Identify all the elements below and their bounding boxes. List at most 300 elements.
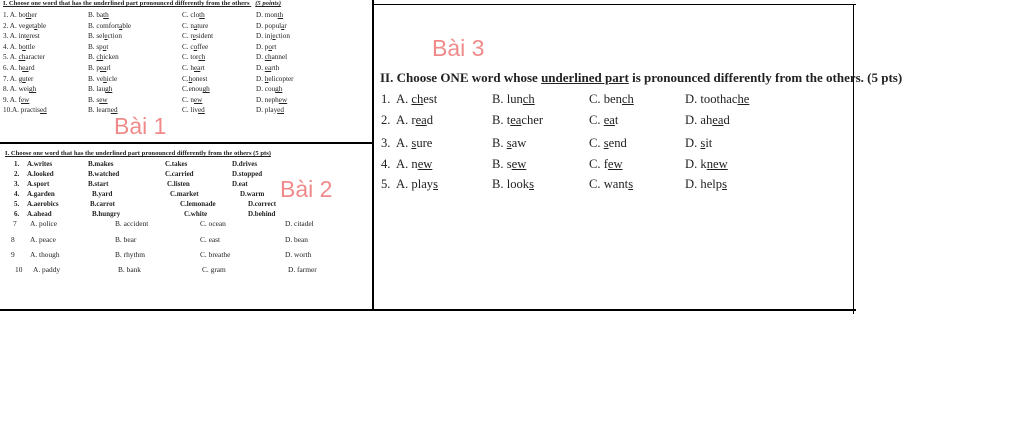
option-c (182, 21, 208, 32)
exercise-3-heading-pre: II. Choose ONE word whose (380, 70, 542, 85)
option-a: A. police (30, 219, 58, 228)
underlined-part: o (22, 42, 26, 51)
question-number: 10.A. (3, 106, 21, 115)
word-part: b (18, 42, 23, 51)
option-c (589, 92, 634, 107)
option-c-word (182, 11, 205, 19)
underlined-part: ea (99, 64, 107, 72)
question-row (0, 113, 850, 135)
option-a (3, 10, 37, 21)
option-c-word (589, 113, 618, 127)
option-b (88, 31, 122, 42)
word-part: rt (271, 42, 277, 51)
option-a: A. peace (30, 235, 56, 244)
underlined-part: o (268, 42, 272, 51)
option-a-word (19, 75, 34, 83)
option-b-word (88, 64, 111, 72)
word-part: C. tor (182, 53, 199, 62)
question-number: 1. A. (3, 11, 19, 19)
word-part: aw (511, 136, 527, 150)
word-part: sident (195, 32, 214, 41)
underlined-part: ea (712, 113, 724, 127)
underlined-part: ea (264, 64, 272, 72)
option-c-word (182, 64, 205, 72)
option-b-word (88, 53, 119, 61)
underlined-part: e (26, 32, 30, 41)
underlined-part: ed (197, 106, 205, 115)
word-part: C. f (589, 157, 608, 171)
word-part: ction (275, 32, 290, 41)
option-a: A.sport (27, 180, 50, 188)
question-number: 2. (381, 113, 391, 127)
underlined-part: a (193, 21, 198, 30)
underlined-part: s (433, 177, 438, 191)
option-c: C.listen (167, 180, 190, 188)
word-part: D. (685, 136, 701, 150)
word-part: D. p (256, 42, 269, 51)
option-a (3, 31, 40, 42)
option-a-word (396, 136, 432, 150)
option-d: D. farmer (288, 265, 317, 274)
question-row (0, 92, 850, 114)
underlined-part: gh (28, 85, 37, 94)
word-part: est (423, 92, 438, 106)
option-c-word (182, 43, 208, 51)
underlined-part: ch (96, 53, 104, 62)
underlined-part: gh (105, 85, 113, 94)
underlined-part: ew (193, 95, 203, 104)
option-b: B. bank (118, 265, 141, 274)
word-part: elicopter (268, 74, 294, 83)
word-part: B. look (492, 177, 530, 191)
word-part: D. neph (256, 95, 279, 104)
option-b-word (88, 11, 109, 19)
question-number: 8. A. (3, 85, 19, 94)
underlined-part: th (25, 11, 32, 19)
question-number: 7. A. (3, 74, 19, 83)
option-a-word (19, 32, 40, 40)
option-d: D. citadel (285, 219, 314, 228)
question-number: 5. (14, 200, 20, 208)
word-part: D. cou (256, 85, 276, 94)
word-part: t (106, 42, 109, 51)
underlined-part: ea (415, 113, 427, 127)
option-c: C. gram (202, 265, 226, 274)
option-d: D. worth (285, 250, 312, 259)
underlined-part: ch (621, 92, 634, 106)
option-b (492, 136, 526, 151)
option-c: C.lemonade (180, 200, 216, 208)
question-number: 6. (14, 210, 20, 218)
option-d-word (256, 64, 279, 72)
underlined-part: ch (264, 53, 272, 62)
exercise-3-heading-post: is pronounced differently from the others. (5 pts) (628, 70, 903, 85)
option-d-word (685, 113, 730, 127)
word-part: C. want (589, 177, 629, 191)
option-b: B.carrot (90, 200, 115, 208)
word-part: B. lun (492, 92, 523, 106)
underlined-part: th (103, 11, 109, 19)
word-part: A. (396, 136, 412, 150)
option-c: C. east (200, 235, 221, 244)
word-part: B. sp (88, 42, 103, 51)
word-part: int (18, 32, 27, 41)
word-part: B. sel (88, 32, 105, 41)
word-part: C. h (182, 64, 194, 72)
option-b: B.yard (92, 190, 113, 198)
option-b: B.makes (88, 160, 114, 168)
option-a (396, 157, 432, 172)
option-d-word (685, 177, 727, 191)
underlined-part: s (506, 136, 512, 150)
word-part: er (31, 11, 37, 19)
word-part: rest (29, 32, 40, 41)
question-number: 7 (13, 219, 17, 228)
option-d-word (685, 136, 712, 150)
option-d (256, 52, 287, 63)
word-part: icken (103, 53, 119, 62)
exercise-3-heading (380, 70, 902, 86)
word-part: wei (18, 85, 29, 94)
option-b-word (492, 113, 543, 127)
option-a (3, 74, 33, 85)
option-d-word (685, 157, 728, 171)
word-part: B. s (492, 157, 512, 171)
word-part: C. n (182, 95, 194, 104)
underlined-part: ew (417, 157, 433, 171)
option-a-word (396, 113, 433, 127)
word-part: D. (256, 74, 265, 83)
underlined-part: h (188, 74, 193, 83)
option-b (492, 113, 543, 128)
question-number: 4. (381, 157, 391, 171)
option-a (396, 113, 433, 128)
question-number: 6. A. (3, 64, 19, 72)
option-c (589, 157, 623, 172)
underlined-part: s (628, 177, 634, 191)
question-number: 4. A. (3, 42, 19, 51)
underlined-part: h (103, 74, 107, 83)
option-d: D.correct (248, 200, 277, 208)
option-d (685, 92, 749, 107)
option-a-word (19, 53, 45, 61)
word-part: C. (589, 136, 604, 150)
word-part: bo (18, 11, 26, 19)
word-part: it (705, 136, 713, 150)
option-a-word (19, 11, 37, 19)
option-c (182, 74, 207, 85)
question-number: 3. (14, 180, 20, 188)
option-d: D.warm (240, 190, 265, 198)
question-number: 9 (11, 250, 15, 259)
option-c-word (182, 22, 208, 30)
underlined-part: ea (22, 64, 29, 72)
exercise-3-heading-underlined: underlined part (541, 70, 629, 85)
frame-bottom (0, 309, 856, 311)
word-part: veget (18, 21, 35, 30)
option-b-word (88, 32, 122, 40)
word-part: D. (256, 64, 265, 72)
word-part: C. liv (182, 106, 198, 115)
word-part: D. help (685, 177, 723, 191)
question-number: 3. A. (3, 32, 19, 41)
option-d-word (256, 11, 283, 19)
word-part: ffee (197, 42, 209, 51)
word-part: rl (106, 64, 111, 72)
frame-right (853, 4, 854, 314)
underlined-part: ea (510, 113, 522, 127)
option-d: D. bean (285, 235, 308, 244)
option-a-word (396, 92, 437, 106)
option-c (589, 113, 618, 128)
underlined-part: ea (193, 64, 201, 72)
underlined-part: a (34, 21, 38, 30)
word-part: cher (521, 113, 544, 127)
option-d-word (256, 32, 290, 40)
option-b (88, 74, 117, 85)
option-d (256, 42, 276, 53)
option-c (182, 52, 205, 63)
underlined-part: s (603, 136, 609, 150)
underlined-part: ew (20, 95, 30, 104)
word-part: C. c (182, 42, 194, 51)
underlined-part: s (722, 177, 727, 191)
option-a-word (19, 64, 35, 72)
word-part: A. r (396, 113, 416, 127)
question-row (0, 52, 370, 63)
question-row (0, 63, 370, 74)
option-d-word (256, 43, 276, 51)
word-part: C. ben (589, 92, 622, 106)
word-part: ure (416, 136, 433, 150)
question-number: 5. A. (3, 53, 19, 62)
frame-top-right (372, 4, 856, 5)
option-a-word (19, 22, 47, 30)
exercise-1-points: (5 points) (255, 0, 282, 7)
word-part: B. ve (88, 74, 104, 83)
question-row (0, 74, 370, 85)
option-d (685, 113, 730, 128)
option-b: B. bear (115, 235, 137, 244)
option-b: B. rhythm (115, 250, 145, 259)
option-a-word (19, 43, 35, 51)
question-row (0, 136, 850, 158)
option-d (256, 63, 279, 74)
exercise-1-heading (3, 0, 281, 7)
option-c-word (182, 53, 205, 61)
exercise-1-label: Bài 1 (114, 113, 167, 139)
word-part: ter (25, 74, 34, 83)
word-part: t (614, 113, 619, 127)
option-c (182, 10, 205, 21)
option-a: A.ahead (27, 210, 52, 218)
underlined-part: e (192, 32, 196, 41)
word-part: end (608, 136, 627, 150)
option-d-word (256, 75, 294, 83)
question-number: 5. (381, 177, 391, 191)
question-row (0, 21, 370, 32)
underlined-part: new (706, 157, 728, 171)
question-row (0, 265, 370, 279)
option-b: B.start (88, 180, 109, 188)
word-part: rt (200, 64, 205, 72)
question-number: 10 (15, 265, 23, 274)
option-d (685, 136, 712, 151)
question-row (0, 10, 370, 21)
option-b (492, 177, 534, 192)
question-row (0, 42, 370, 53)
option-c-word (182, 75, 207, 83)
option-a: A. paddy (33, 265, 61, 274)
option-b (492, 157, 526, 172)
word-part: C. (182, 74, 189, 83)
word-part: B. ba (88, 11, 104, 19)
underlined-part: ch (411, 92, 424, 106)
word-part: ble (37, 21, 47, 30)
word-part: B. comfort (88, 21, 120, 30)
underlined-part: ed (110, 106, 118, 115)
word-part: C. (589, 113, 604, 127)
word-part: C.enou (182, 85, 203, 94)
option-c-word (589, 136, 627, 150)
word-part: B. learn (88, 106, 111, 115)
question-number: 3. (381, 136, 391, 150)
question-row (0, 177, 850, 199)
option-d (685, 157, 728, 172)
underlined-part: h (264, 74, 269, 83)
underlined-part: he (737, 92, 750, 106)
word-part: C. r (182, 32, 193, 41)
option-c: C.market (170, 190, 199, 198)
underlined-part: o (102, 42, 107, 51)
option-b (88, 10, 109, 21)
underlined-part: ew (511, 157, 527, 171)
option-d-word (256, 53, 287, 61)
question-row (0, 31, 370, 42)
word-part: B. (492, 136, 507, 150)
option-c: C.white (184, 210, 208, 218)
option-a-word (396, 177, 438, 191)
option-b: B.hungry (92, 210, 121, 218)
question-number: 2. A. (3, 21, 19, 30)
word-part: A. n (396, 157, 418, 171)
underlined-part: ch (198, 53, 206, 62)
underlined-part: s (529, 177, 534, 191)
underlined-part: gh (202, 85, 210, 94)
underlined-part: ew (278, 95, 288, 104)
word-part: practis (20, 106, 40, 115)
underlined-part: o (193, 42, 198, 51)
question-row (0, 250, 370, 264)
question-row (0, 219, 370, 233)
word-part: h (18, 64, 23, 72)
underlined-part: ew (607, 157, 623, 171)
question-number: 1. (381, 92, 391, 106)
option-c: C. ocean (200, 219, 226, 228)
word-part: D. inj (256, 32, 273, 41)
underlined-part: u (22, 74, 26, 83)
option-a (396, 177, 438, 192)
option-a (3, 21, 46, 32)
underlined-part: e (272, 32, 276, 41)
exercise-3-label: Bài 3 (432, 35, 485, 61)
question-row (0, 157, 850, 179)
underlined-part: ew (99, 95, 108, 104)
underlined-part: a (281, 21, 285, 30)
option-b (88, 21, 131, 32)
word-part: D. k (685, 157, 707, 171)
underlined-part: th (277, 11, 284, 19)
option-a: A.garden (27, 190, 55, 198)
word-part: B. (88, 53, 97, 62)
option-d-word (685, 92, 749, 106)
word-part: B. lau (88, 85, 106, 94)
question-number: 1. (14, 160, 20, 168)
word-part: D. mon (256, 11, 278, 19)
word-part: B. t (492, 113, 511, 127)
question-number: 4. (14, 190, 20, 198)
word-part: D. toothac (685, 92, 738, 106)
option-b (492, 92, 535, 107)
underlined-part: s (700, 136, 706, 150)
option-a: A.aerobics (27, 200, 59, 208)
option-a (3, 52, 45, 63)
question-number: 8 (11, 235, 15, 244)
underlined-part: ch (18, 53, 26, 62)
underlined-part: ed (277, 106, 284, 115)
underlined-part: ch (522, 92, 535, 106)
option-b (88, 42, 108, 53)
word-part: B. p (88, 64, 100, 72)
option-b-word (492, 92, 535, 106)
underlined-part: s (411, 136, 417, 150)
option-a: A.looked (27, 170, 54, 178)
word-part: icle (106, 74, 118, 83)
option-c (182, 42, 208, 53)
underlined-part: e (104, 32, 108, 41)
option-c-word (589, 92, 634, 106)
option-c: C.takes (165, 160, 188, 168)
option-b-word (492, 136, 526, 150)
word-part: aracter (25, 53, 45, 62)
word-part: rth (271, 64, 280, 72)
word-part: g (18, 74, 23, 83)
question-number: 9. A. (3, 95, 19, 104)
option-b-word (492, 157, 526, 171)
option-d (256, 31, 290, 42)
option-b (88, 52, 119, 63)
option-b-word (88, 75, 117, 83)
option-b-word (88, 22, 131, 30)
word-part: d (723, 113, 730, 127)
option-a: A.writes (27, 160, 53, 168)
word-part: D. (256, 53, 265, 62)
option-b-word (492, 177, 534, 191)
word-part: D. popul (256, 21, 282, 30)
word-part: ble (122, 21, 132, 30)
option-c (589, 136, 627, 151)
word-part: B. s (88, 95, 100, 104)
option-c (182, 63, 205, 74)
underlined-part: a (119, 21, 123, 30)
word-part: A. play (396, 177, 434, 191)
exercise-2-heading: I. Choose one word that has the underlined part pronounced differently from the others (5 pts) (5, 150, 271, 157)
underlined-part: gh (275, 85, 283, 94)
exercise-2-label: Bài 2 (280, 176, 333, 202)
underlined-part: ed (39, 106, 47, 115)
word-part: D. ah (685, 113, 713, 127)
question-number: 2. (14, 170, 20, 178)
